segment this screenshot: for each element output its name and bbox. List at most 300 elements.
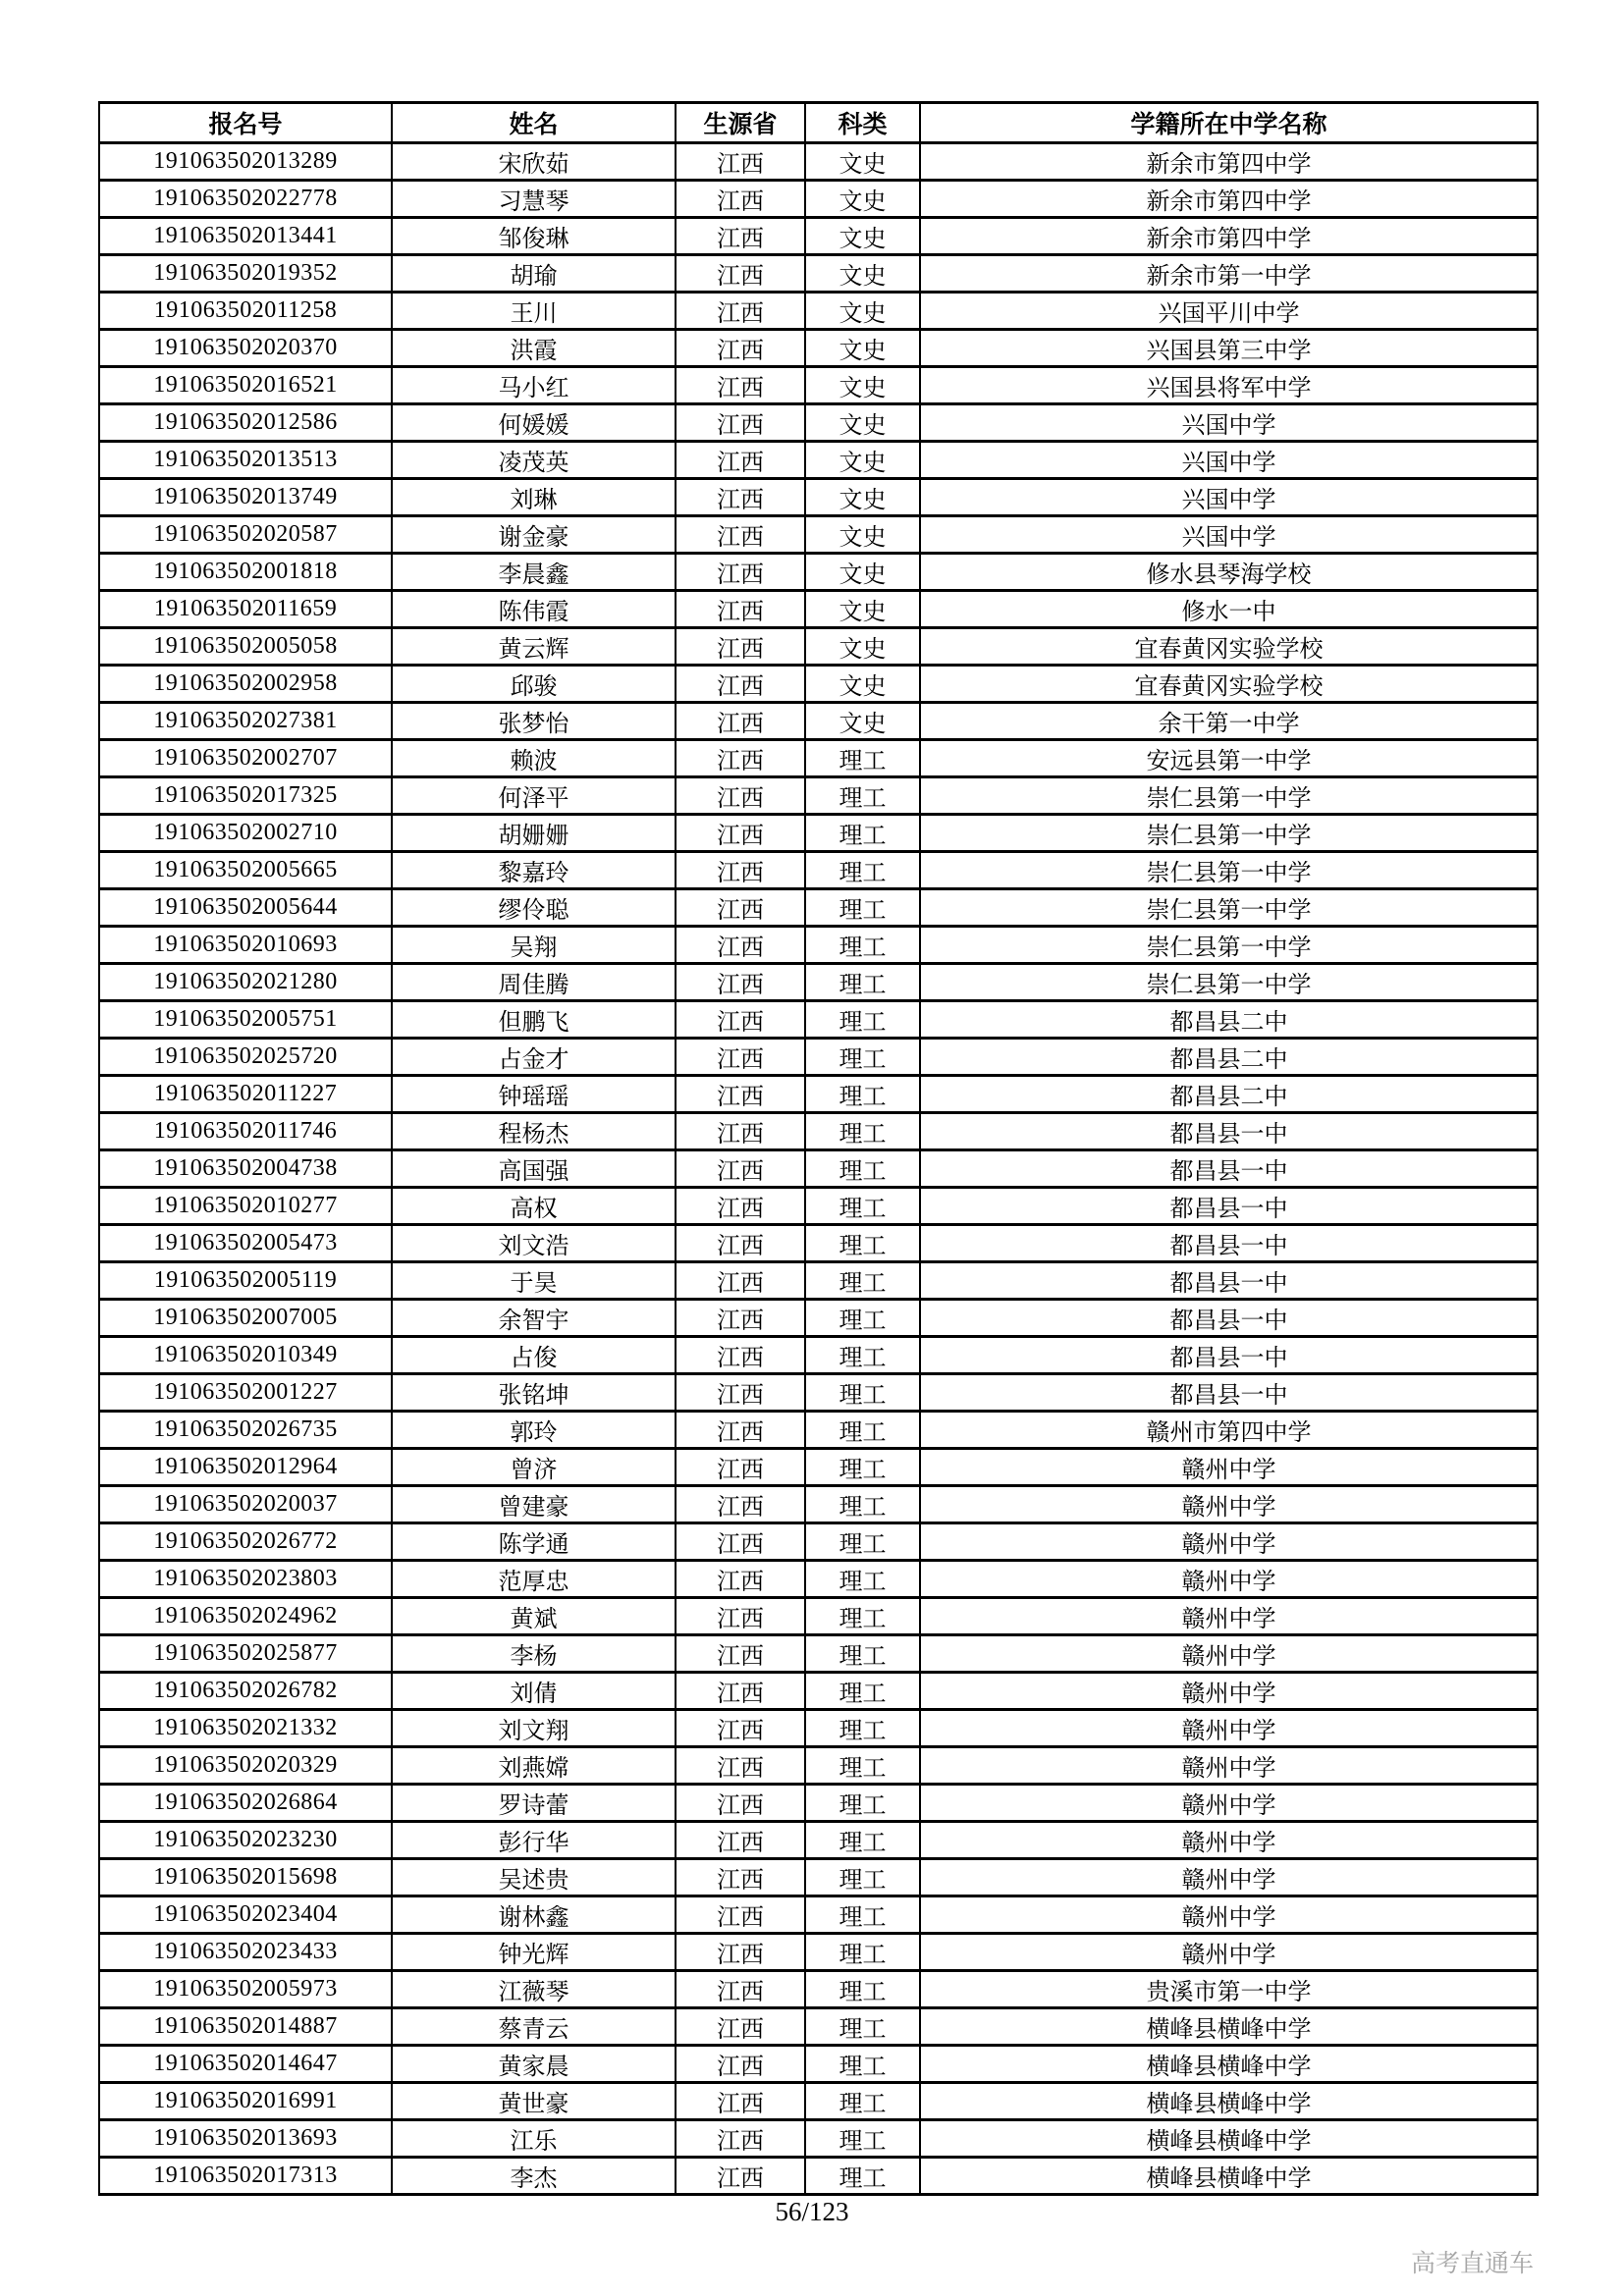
cell-province: 江西 — [676, 964, 805, 1001]
table-row — [99, 1374, 1538, 1412]
cell-reg-no: 191063502005473 — [99, 1225, 392, 1262]
cell-category: 理工 — [805, 1374, 920, 1412]
cell-reg-no: 191063502023803 — [99, 1561, 392, 1598]
cell-category: 理工 — [805, 964, 920, 1001]
cell-school: 赣州中学 — [920, 1822, 1538, 1859]
cell-reg-no: 191063502013749 — [99, 479, 392, 516]
cell-category: 理工 — [805, 1598, 920, 1635]
table-header — [99, 103, 1538, 143]
cell-reg-no: 191063502011659 — [99, 591, 392, 628]
cell-name: 缪伶聪 — [392, 889, 676, 927]
table-row — [99, 852, 1538, 889]
cell-category: 理工 — [805, 927, 920, 964]
cell-province: 江西 — [676, 1523, 805, 1561]
cell-category: 理工 — [805, 1486, 920, 1523]
cell-name: 程杨杰 — [392, 1113, 676, 1150]
cell-name: 黎嘉玲 — [392, 852, 676, 889]
cell-province: 江西 — [676, 815, 805, 852]
cell-school: 赣州中学 — [920, 1747, 1538, 1785]
cell-province: 江西 — [676, 703, 805, 740]
cell-school: 赣州中学 — [920, 1896, 1538, 1934]
cell-category: 文史 — [805, 703, 920, 740]
cell-category: 文史 — [805, 591, 920, 628]
cell-reg-no: 191063502016521 — [99, 367, 392, 404]
cell-name: 刘燕嫦 — [392, 1747, 676, 1785]
cell-school: 安远县第一中学 — [920, 740, 1538, 777]
page-indicator: 56/123 — [775, 2197, 849, 2226]
cell-school: 都昌县一中 — [920, 1262, 1538, 1300]
cell-name: 周佳腾 — [392, 964, 676, 1001]
cell-category: 理工 — [805, 740, 920, 777]
cell-school: 都昌县二中 — [920, 1076, 1538, 1113]
cell-province: 江西 — [676, 1934, 805, 1971]
cell-category: 理工 — [805, 1822, 920, 1859]
table-row — [99, 1412, 1538, 1449]
table-row — [99, 628, 1538, 666]
cell-school: 崇仁县第一中学 — [920, 964, 1538, 1001]
table-row — [99, 666, 1538, 703]
cell-province: 江西 — [676, 1561, 805, 1598]
cell-reg-no: 191063502004738 — [99, 1150, 392, 1188]
cell-reg-no: 191063502023433 — [99, 1934, 392, 1971]
table-row — [99, 1896, 1538, 1934]
cell-name: 凌茂英 — [392, 442, 676, 479]
cell-name: 高国强 — [392, 1150, 676, 1188]
cell-province: 江西 — [676, 516, 805, 554]
cell-province: 江西 — [676, 628, 805, 666]
cell-name: 彭行华 — [392, 1822, 676, 1859]
cell-reg-no: 191063502026735 — [99, 1412, 392, 1449]
cell-province: 江西 — [676, 740, 805, 777]
cell-reg-no: 191063502005644 — [99, 889, 392, 927]
cell-province: 江西 — [676, 1076, 805, 1113]
cell-category: 理工 — [805, 1337, 920, 1374]
cell-name: 罗诗蕾 — [392, 1785, 676, 1822]
cell-category: 文史 — [805, 442, 920, 479]
cell-category: 理工 — [805, 1039, 920, 1076]
cell-reg-no: 191063502007005 — [99, 1300, 392, 1337]
header-category: 科类 — [805, 103, 920, 143]
cell-school: 赣州中学 — [920, 1785, 1538, 1822]
cell-school: 新余市第一中学 — [920, 255, 1538, 293]
table-row — [99, 1486, 1538, 1523]
cell-category: 理工 — [805, 889, 920, 927]
cell-reg-no: 191063502013693 — [99, 2120, 392, 2158]
cell-province: 江西 — [676, 1971, 805, 2008]
table-row — [99, 554, 1538, 591]
cell-school: 兴国县第三中学 — [920, 330, 1538, 367]
table-row — [99, 1673, 1538, 1710]
cell-reg-no: 191063502016991 — [99, 2083, 392, 2120]
cell-province: 江西 — [676, 1635, 805, 1673]
cell-category: 文史 — [805, 293, 920, 330]
cell-school: 兴国中学 — [920, 479, 1538, 516]
header-province: 生源省 — [676, 103, 805, 143]
cell-province: 江西 — [676, 889, 805, 927]
cell-province: 江西 — [676, 1001, 805, 1039]
cell-province: 江西 — [676, 1225, 805, 1262]
header-row — [99, 103, 1538, 143]
cell-name: 刘文浩 — [392, 1225, 676, 1262]
cell-reg-no: 191063502017325 — [99, 777, 392, 815]
table-row — [99, 1076, 1538, 1113]
cell-reg-no: 191063502023404 — [99, 1896, 392, 1934]
cell-school: 修水一中 — [920, 591, 1538, 628]
cell-province: 江西 — [676, 1859, 805, 1896]
table-body — [99, 143, 1538, 2195]
cell-name: 占金才 — [392, 1039, 676, 1076]
cell-name: 张铭坤 — [392, 1374, 676, 1412]
cell-province: 江西 — [676, 479, 805, 516]
cell-reg-no: 191063502013513 — [99, 442, 392, 479]
cell-name: 刘琳 — [392, 479, 676, 516]
table-row — [99, 927, 1538, 964]
cell-reg-no: 191063502002710 — [99, 815, 392, 852]
cell-name: 刘倩 — [392, 1673, 676, 1710]
cell-school: 都昌县二中 — [920, 1039, 1538, 1076]
cell-category: 理工 — [805, 777, 920, 815]
cell-name: 余智宇 — [392, 1300, 676, 1337]
cell-name: 吴翔 — [392, 927, 676, 964]
cell-category: 理工 — [805, 1673, 920, 1710]
cell-name: 胡瑜 — [392, 255, 676, 293]
cell-category: 理工 — [805, 1523, 920, 1561]
cell-province: 江西 — [676, 2158, 805, 2195]
table-row — [99, 1859, 1538, 1896]
table-row — [99, 2120, 1538, 2158]
table-row — [99, 740, 1538, 777]
cell-category: 理工 — [805, 1300, 920, 1337]
cell-category: 理工 — [805, 1113, 920, 1150]
cell-reg-no: 191063502021280 — [99, 964, 392, 1001]
cell-province: 江西 — [676, 143, 805, 181]
cell-name: 黄家晨 — [392, 2046, 676, 2083]
cell-province: 江西 — [676, 1412, 805, 1449]
cell-school: 赣州市第四中学 — [920, 1412, 1538, 1449]
cell-reg-no: 191063502019352 — [99, 255, 392, 293]
cell-category: 文史 — [805, 218, 920, 255]
table-row — [99, 293, 1538, 330]
cell-school: 赣州中学 — [920, 1449, 1538, 1486]
cell-reg-no: 191063502005751 — [99, 1001, 392, 1039]
table-row — [99, 777, 1538, 815]
cell-province: 江西 — [676, 404, 805, 442]
cell-category: 理工 — [805, 1934, 920, 1971]
cell-name: 钟瑶瑶 — [392, 1076, 676, 1113]
cell-province: 江西 — [676, 1449, 805, 1486]
header-school: 学籍所在中学名称 — [920, 103, 1538, 143]
table-row — [99, 1300, 1538, 1337]
cell-school: 崇仁县第一中学 — [920, 777, 1538, 815]
cell-name: 高权 — [392, 1188, 676, 1225]
cell-category: 理工 — [805, 1150, 920, 1188]
cell-province: 江西 — [676, 1337, 805, 1374]
table-row — [99, 1561, 1538, 1598]
cell-school: 赣州中学 — [920, 1523, 1538, 1561]
cell-school: 赣州中学 — [920, 1486, 1538, 1523]
cell-name: 黄斌 — [392, 1598, 676, 1635]
cell-school: 都昌县一中 — [920, 1188, 1538, 1225]
cell-province: 江西 — [676, 1262, 805, 1300]
cell-category: 文史 — [805, 330, 920, 367]
cell-province: 江西 — [676, 1747, 805, 1785]
cell-name: 江乐 — [392, 2120, 676, 2158]
cell-category: 理工 — [805, 815, 920, 852]
cell-reg-no: 191063502026782 — [99, 1673, 392, 1710]
cell-school: 贵溪市第一中学 — [920, 1971, 1538, 2008]
cell-category: 理工 — [805, 1262, 920, 1300]
cell-province: 江西 — [676, 255, 805, 293]
table-row — [99, 442, 1538, 479]
cell-category: 理工 — [805, 1449, 920, 1486]
cell-name: 王川 — [392, 293, 676, 330]
cell-name: 邱骏 — [392, 666, 676, 703]
cell-province: 江西 — [676, 330, 805, 367]
cell-reg-no: 191063502011227 — [99, 1076, 392, 1113]
cell-name: 李杨 — [392, 1635, 676, 1673]
cell-reg-no: 191063502020329 — [99, 1747, 392, 1785]
cell-category: 理工 — [805, 1710, 920, 1747]
cell-reg-no: 191063502002707 — [99, 740, 392, 777]
cell-reg-no: 191063502010693 — [99, 927, 392, 964]
cell-school: 兴国中学 — [920, 516, 1538, 554]
cell-province: 江西 — [676, 1150, 805, 1188]
table-row — [99, 964, 1538, 1001]
cell-school: 都昌县一中 — [920, 1225, 1538, 1262]
cell-category: 理工 — [805, 2158, 920, 2195]
cell-province: 江西 — [676, 2046, 805, 2083]
cell-name: 曾建豪 — [392, 1486, 676, 1523]
cell-reg-no: 191063502027381 — [99, 703, 392, 740]
cell-name: 江薇琴 — [392, 1971, 676, 2008]
table-row — [99, 1934, 1538, 1971]
cell-reg-no: 191063502020370 — [99, 330, 392, 367]
cell-province: 江西 — [676, 1896, 805, 1934]
cell-school: 都昌县一中 — [920, 1374, 1538, 1412]
cell-province: 江西 — [676, 852, 805, 889]
table-row — [99, 143, 1538, 181]
cell-category: 文史 — [805, 181, 920, 218]
cell-school: 横峰县横峰中学 — [920, 2158, 1538, 2195]
cell-province: 江西 — [676, 554, 805, 591]
table-row — [99, 1337, 1538, 1374]
cell-name: 马小红 — [392, 367, 676, 404]
table-row — [99, 1262, 1538, 1300]
cell-category: 文史 — [805, 554, 920, 591]
cell-name: 习慧琴 — [392, 181, 676, 218]
cell-name: 胡姗姗 — [392, 815, 676, 852]
cell-category: 理工 — [805, 1747, 920, 1785]
cell-category: 理工 — [805, 2083, 920, 2120]
cell-school: 修水县琴海学校 — [920, 554, 1538, 591]
cell-province: 江西 — [676, 442, 805, 479]
cell-category: 理工 — [805, 2046, 920, 2083]
cell-name: 占俊 — [392, 1337, 676, 1374]
cell-reg-no: 191063502014887 — [99, 2008, 392, 2046]
cell-school: 兴国中学 — [920, 404, 1538, 442]
table-row — [99, 367, 1538, 404]
cell-category: 理工 — [805, 1785, 920, 1822]
cell-province: 江西 — [676, 1785, 805, 1822]
cell-category: 理工 — [805, 852, 920, 889]
cell-name: 洪霞 — [392, 330, 676, 367]
cell-reg-no: 191063502005119 — [99, 1262, 392, 1300]
table-row — [99, 330, 1538, 367]
cell-category: 理工 — [805, 1412, 920, 1449]
table-row — [99, 516, 1538, 554]
table-row — [99, 1747, 1538, 1785]
table-row — [99, 404, 1538, 442]
cell-name: 曾济 — [392, 1449, 676, 1486]
cell-province: 江西 — [676, 2083, 805, 2120]
cell-school: 崇仁县第一中学 — [920, 852, 1538, 889]
cell-name: 李晨鑫 — [392, 554, 676, 591]
cell-reg-no: 191063502014647 — [99, 2046, 392, 2083]
cell-province: 江西 — [676, 2008, 805, 2046]
cell-category: 理工 — [805, 1896, 920, 1934]
cell-province: 江西 — [676, 218, 805, 255]
cell-name: 李杰 — [392, 2158, 676, 2195]
cell-school: 横峰县横峰中学 — [920, 2046, 1538, 2083]
cell-school: 崇仁县第一中学 — [920, 927, 1538, 964]
cell-name: 黄云辉 — [392, 628, 676, 666]
cell-category: 理工 — [805, 1561, 920, 1598]
watermark-label: 高考直通车 — [1410, 2250, 1534, 2277]
cell-province: 江西 — [676, 181, 805, 218]
cell-name: 谢林鑫 — [392, 1896, 676, 1934]
table-row — [99, 2083, 1538, 2120]
cell-category: 文史 — [805, 404, 920, 442]
cell-reg-no: 191063502010277 — [99, 1188, 392, 1225]
cell-reg-no: 191063502002958 — [99, 666, 392, 703]
cell-province: 江西 — [676, 1113, 805, 1150]
cell-school: 都昌县一中 — [920, 1300, 1538, 1337]
cell-school: 宜春黄冈实验学校 — [920, 628, 1538, 666]
table-row — [99, 1523, 1538, 1561]
cell-school: 横峰县横峰中学 — [920, 2083, 1538, 2120]
table-row — [99, 181, 1538, 218]
cell-category: 文史 — [805, 367, 920, 404]
table-row — [99, 1449, 1538, 1486]
cell-school: 赣州中学 — [920, 1859, 1538, 1896]
table-row — [99, 1113, 1538, 1150]
cell-name: 钟光辉 — [392, 1934, 676, 1971]
cell-reg-no: 191063502011746 — [99, 1113, 392, 1150]
table-row — [99, 2046, 1538, 2083]
cell-school: 赣州中学 — [920, 1598, 1538, 1635]
cell-school: 宜春黄冈实验学校 — [920, 666, 1538, 703]
table-row — [99, 255, 1538, 293]
cell-name: 何泽平 — [392, 777, 676, 815]
cell-school: 横峰县横峰中学 — [920, 2120, 1538, 2158]
cell-school: 横峰县横峰中学 — [920, 2008, 1538, 2046]
cell-province: 江西 — [676, 1486, 805, 1523]
cell-name: 但鹏飞 — [392, 1001, 676, 1039]
cell-category: 文史 — [805, 143, 920, 181]
cell-reg-no: 191063502026772 — [99, 1523, 392, 1561]
cell-province: 江西 — [676, 1300, 805, 1337]
cell-reg-no: 191063502024962 — [99, 1598, 392, 1635]
cell-name: 张梦怡 — [392, 703, 676, 740]
table-row — [99, 1710, 1538, 1747]
cell-name: 蔡青云 — [392, 2008, 676, 2046]
table-row — [99, 889, 1538, 927]
cell-category: 文史 — [805, 255, 920, 293]
cell-category: 文史 — [805, 516, 920, 554]
cell-category: 文史 — [805, 479, 920, 516]
cell-reg-no: 191063502025720 — [99, 1039, 392, 1076]
cell-school: 新余市第四中学 — [920, 218, 1538, 255]
header-reg-no: 报名号 — [99, 103, 392, 143]
cell-school: 赣州中学 — [920, 1673, 1538, 1710]
cell-reg-no: 191063502025877 — [99, 1635, 392, 1673]
table-row — [99, 1225, 1538, 1262]
cell-province: 江西 — [676, 1598, 805, 1635]
cell-school: 赣州中学 — [920, 1934, 1538, 1971]
cell-province: 江西 — [676, 591, 805, 628]
cell-reg-no: 191063502012586 — [99, 404, 392, 442]
table-row — [99, 1001, 1538, 1039]
cell-school: 余干第一中学 — [920, 703, 1538, 740]
cell-reg-no: 191063502005058 — [99, 628, 392, 666]
cell-school: 新余市第四中学 — [920, 181, 1538, 218]
cell-reg-no: 191063502026864 — [99, 1785, 392, 1822]
cell-province: 江西 — [676, 1710, 805, 1747]
table-row — [99, 1188, 1538, 1225]
cell-name: 于昊 — [392, 1262, 676, 1300]
cell-name: 陈伟霞 — [392, 591, 676, 628]
cell-reg-no: 191063502017313 — [99, 2158, 392, 2195]
cell-school: 赣州中学 — [920, 1635, 1538, 1673]
cell-name: 刘文翔 — [392, 1710, 676, 1747]
cell-province: 江西 — [676, 2120, 805, 2158]
cell-category: 文史 — [805, 666, 920, 703]
cell-school: 都昌县二中 — [920, 1001, 1538, 1039]
cell-reg-no: 191063502023230 — [99, 1822, 392, 1859]
cell-province: 江西 — [676, 777, 805, 815]
cell-category: 理工 — [805, 1001, 920, 1039]
cell-name: 何媛媛 — [392, 404, 676, 442]
cell-category: 理工 — [805, 1188, 920, 1225]
cell-name: 谢金豪 — [392, 516, 676, 554]
table-row — [99, 479, 1538, 516]
table-row — [99, 1039, 1538, 1076]
cell-name: 邹俊琳 — [392, 218, 676, 255]
cell-province: 江西 — [676, 927, 805, 964]
header-name: 姓名 — [392, 103, 676, 143]
table-row — [99, 703, 1538, 740]
cell-name: 宋欣茹 — [392, 143, 676, 181]
cell-category: 理工 — [805, 1859, 920, 1896]
cell-reg-no: 191063502005665 — [99, 852, 392, 889]
table-row — [99, 1822, 1538, 1859]
cell-category: 理工 — [805, 2008, 920, 2046]
table-row — [99, 815, 1538, 852]
cell-province: 江西 — [676, 1039, 805, 1076]
cell-reg-no: 191063502001818 — [99, 554, 392, 591]
cell-province: 江西 — [676, 367, 805, 404]
cell-province: 江西 — [676, 1374, 805, 1412]
cell-school: 新余市第四中学 — [920, 143, 1538, 181]
table-row — [99, 218, 1538, 255]
cell-category: 理工 — [805, 1225, 920, 1262]
cell-school: 兴国平川中学 — [920, 293, 1538, 330]
cell-name: 范厚忠 — [392, 1561, 676, 1598]
cell-category: 理工 — [805, 1635, 920, 1673]
cell-school: 赣州中学 — [920, 1561, 1538, 1598]
cell-reg-no: 191063502020587 — [99, 516, 392, 554]
cell-reg-no: 191063502005973 — [99, 1971, 392, 2008]
